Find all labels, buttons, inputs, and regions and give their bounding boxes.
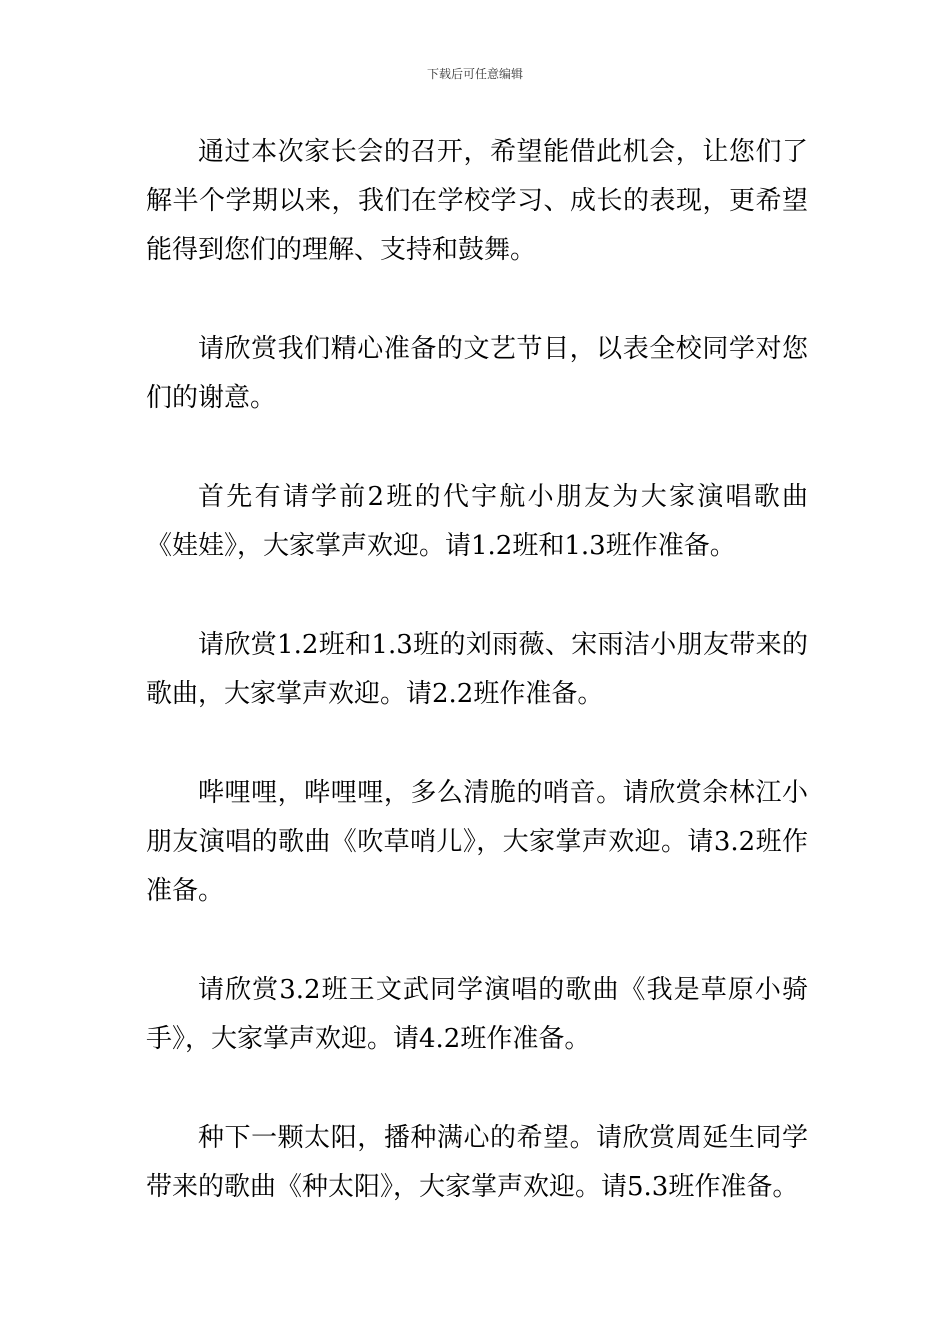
paragraph-6: 请欣赏3.2班王文武同学演唱的歌曲《我是草原小骑手》，大家掌声欢迎。请4.2班作准备。 <box>146 975 808 1054</box>
paragraph-4: 请欣赏1.2班和1.3班的刘雨薇、宋雨洁小朋友带来的歌曲，大家掌声欢迎。请2.2班作准备。 <box>146 630 808 709</box>
paragraph-5: 哔哩哩，哔哩哩，多么清脆的哨音。请欣赏余林江小朋友演唱的歌曲《吹草哨儿》，大家掌声欢迎。请3.2班作准备。 <box>146 778 808 906</box>
paragraph-7: 种下一颗太阳，播种满心的希望。请欣赏周延生同学带来的歌曲《种太阳》，大家掌声欢迎。请5.3班作准备。 <box>146 1123 808 1202</box>
paragraph-3: 首先有请学前2班的代宇航小朋友为大家演唱歌曲《娃娃》，大家掌声欢迎。请1.2班和1.3班作准备。 <box>146 482 808 561</box>
document-body <box>146 128 808 1262</box>
paragraph-2: 请欣赏我们精心准备的文艺节目，以表全校同学对您们的谢意。 <box>146 334 808 413</box>
page-header: 下载后可任意编辑 <box>426 67 523 81</box>
paragraph-1: 通过本次家长会的召开，希望能借此机会，让您们了解半个学期以来，我们在学校学习、成长的表现，更希望能得到您们的理解、支持和鼓舞。 <box>146 137 808 265</box>
